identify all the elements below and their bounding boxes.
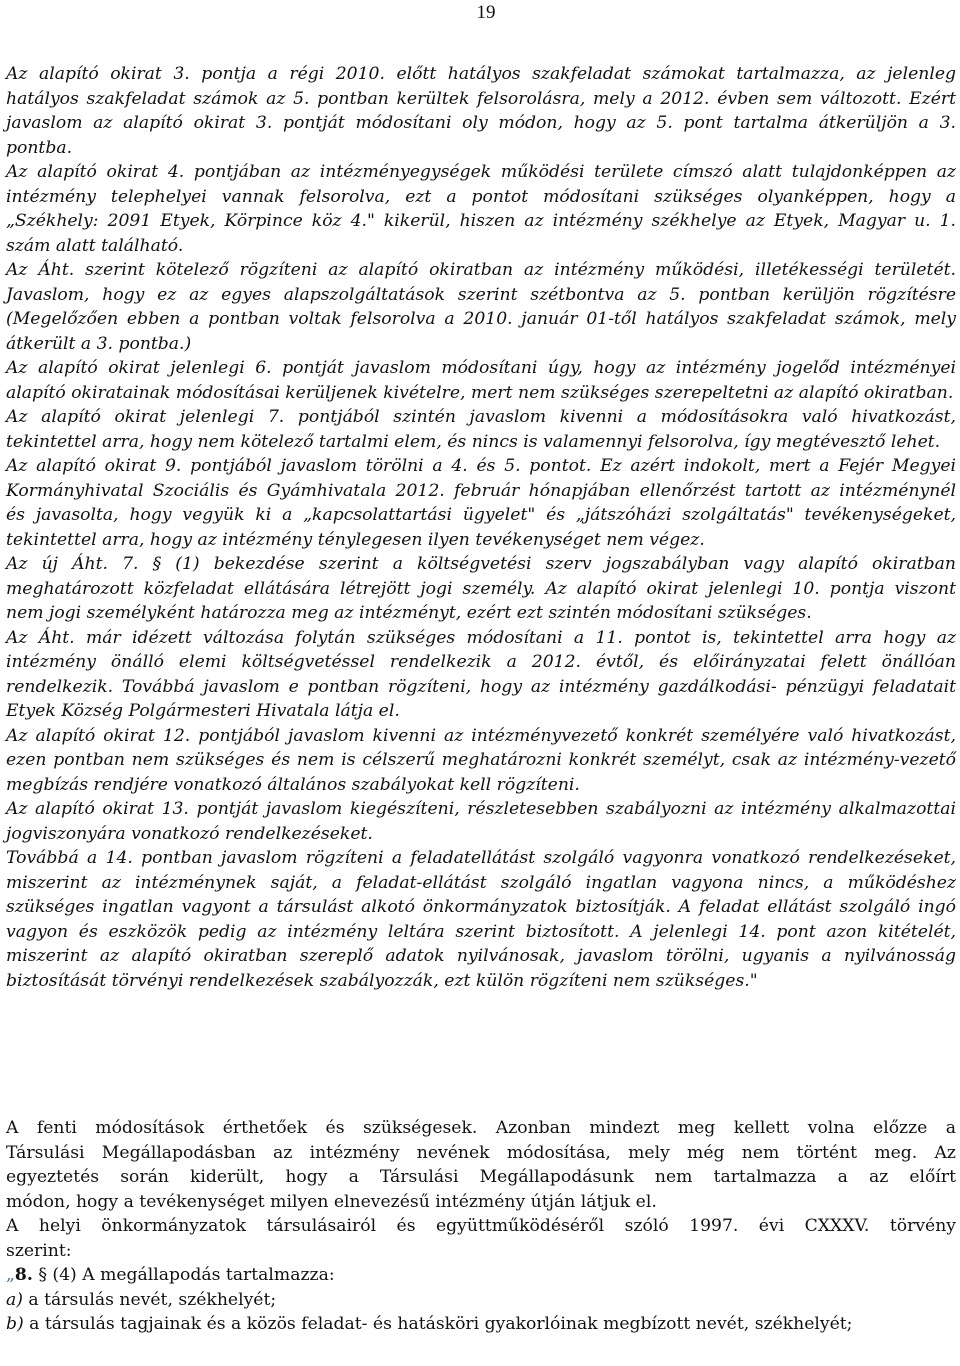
proposal-line: Az Áht. szerint kötelező rögzíteni az alapító okiratban az intézmény működési, illetékességi területét. [6, 260, 956, 280]
item-b-letter: b) [6, 1314, 24, 1334]
commentary-line: szerint: [6, 1240, 72, 1261]
proposal-paragraph [6, 552, 956, 626]
proposal-line: miszerint az alapító okiratban szereplő adatok nyilvánosak, javaslom törölni, ugyanis a nyilvánosság [6, 946, 956, 966]
item-a-text: a társulás nevét, székhelyét; [22, 1289, 277, 1310]
proposal-paragraph [6, 724, 956, 798]
proposal-line: alapító okiratainak módosításai kerüljenek kivételre, mert nem szükséges szerepeltetni az alapító okiratban. [6, 382, 954, 403]
proposal-line: intézmény telephelyei vannak felsorolva, ezt a pontot módosítani szükséges olyanképpen, hogy a [6, 186, 956, 207]
proposal-line: meghatározott közfeladat ellátására létrejött jogi személy. Az alapító okirat jelenlegi 10. pontja viszont [6, 578, 956, 599]
proposal-line: Az alapító okirat 3. pontja a régi 2010. előtt hatályos szakfeladat számokat tartalmazza, az jelenleg [6, 64, 956, 84]
proposal-line: (Megelőzően ebben a pontban voltak felsorolva a 2010. január 01-től hatályos szakfeladat számok, mely [6, 309, 956, 329]
proposal-line: tekintettel arra, hogy az intézmény ténylegesen ilyen tevékenységet nem végez. [6, 529, 705, 550]
section-number: 8. [14, 1265, 33, 1285]
page-number: 19 [476, 2, 496, 23]
open-quote-mark: „ [6, 1265, 15, 1285]
proposal-line: átkerült a 3. pontba.) [6, 333, 192, 354]
proposal-line: Az alapító okirat 13. pontját javaslom kiegészíteni, részletesebben szabályozni az intézmény alkalmazottai [6, 799, 956, 819]
commentary-paragraph [6, 1214, 956, 1263]
proposal-paragraph [6, 454, 956, 552]
proposal-line: javaslom az alapító okirat 3. pontját módosítani oly módon, hogy az 5. pont tartalma átkerüljön a 3. [6, 113, 956, 133]
commentary-line: egyeztetés során kiderült, hogy a Társulási Megállapodásunk nem tartalmazza a az előírt [6, 1167, 956, 1187]
proposal-paragraph [6, 258, 956, 356]
proposal-line: megbízás rendjére vonatkozó általános szabályokat kell rögzíteni. [6, 774, 580, 795]
commentary-line: módon, hogy a tevékenységet milyen elnevezésű intézmény útján látjuk el. [6, 1191, 657, 1212]
commentary-section [6, 1116, 956, 1337]
proposal-line: szám alatt található. [6, 235, 184, 256]
proposal-line: Etyek Község Polgármesteri Hivatala látja el. [6, 701, 400, 721]
proposal-line: vagyon és eszközök pedig az intézmény leltára szerint biztosított. A jelenlegi 14. pont azon kitételét, [6, 921, 956, 942]
proposal-line: „Székhely: 2091 Etyek, Körpince köz 4." kikerül, hiszen az intézmény székhelye az Etyek, Magyar u. 1. [6, 211, 956, 231]
item-a-letter: a) [6, 1289, 23, 1310]
proposal-line: Az alapító okirat 4. pontjában az intézményegységek működési területe címszó alatt tulajdonképpen az [6, 162, 956, 182]
proposal-line: hatályos szakfeladat számok az 5. pontban kerültek felsorolásra, mely a 2012. évben sem változott. Ezért [6, 88, 956, 109]
commentary-paragraph [6, 1116, 956, 1214]
proposal-line: Kormányhivatal Szociális és Gyámhivatala 2012. február hónapjában ellenőrzést tartott az intézménynél [6, 480, 956, 501]
proposal-paragraph [6, 405, 956, 454]
proposal-line: tekintettel arra, hogy nem kötelező tartalmi elem, és nincs is valamennyi felsorolva, így megtévesztő lehet. [6, 431, 941, 452]
proposal-paragraph [6, 62, 956, 160]
proposal-paragraph [6, 626, 956, 724]
quote-item-a [6, 1288, 956, 1313]
proposal-line: intézmény önálló elemi költségvetéssel rendelkezik a 2012. évtől, és előirányzatai felett önállóan [6, 652, 956, 672]
quote-item-b [6, 1312, 956, 1337]
proposal-line: pontba. [6, 137, 73, 158]
proposal-line: ezen pontban nem szükséges és nem is célszerű meghatározni konkrét személyt, csak az intézmény-vezető [6, 750, 956, 770]
proposal-paragraph [6, 356, 956, 405]
proposal-line: Az alapító okirat 9. pontjából javaslom törölni a 4. és 5. pontot. Ez azért indokolt, mert a Fejér Megyei [6, 456, 956, 476]
commentary-line: A fenti módosítások érthetőek és szükségesek. Azonban mindezt meg kellett volna előzze a [6, 1118, 956, 1138]
proposal-line: Az alapító okirat 12. pontjából javaslom kivenni az intézményvezető konkrét személyére való hivatkozást, [6, 725, 956, 746]
proposal-line: Az alapító okirat jelenlegi 7. pontjából szintén javaslom kivenni a módosításokra való hivatkozást, [6, 407, 956, 427]
proposal-paragraph [6, 797, 956, 846]
proposal-line: biztosítását törvényi rendelkezések szabályozzák, ezt külön rögzíteni nem szükséges." [6, 970, 758, 991]
commentary-line: A helyi önkormányzatok társulásairól és együttműködéséről szóló 1997. évi CXXXV. törvény [6, 1216, 956, 1236]
proposal-line: Az alapító okirat jelenlegi 6. pontját javaslom módosítani úgy, hogy az intézmény jogelőd intézményei [6, 358, 956, 378]
commentary-line: Társulási Megállapodásban az intézmény nevének módosítása, mely még nem történt meg. Az [6, 1142, 956, 1163]
item-b-text: a társulás tagjainak és a közös feladat- és hatásköri gyakorlóinak megbízott nevét, székhelyét; [23, 1314, 853, 1334]
proposal-paragraph [6, 160, 956, 258]
proposal-line: szükséges ingatlan vagyont a társulást alkotó önkormányzatok biztosítják. A feladat ellátást szolgáló ingó [6, 897, 956, 917]
section-text: § (4) A megállapodás tartalmazza: [32, 1265, 335, 1285]
proposal-italic-section [6, 62, 956, 993]
proposal-paragraph [6, 846, 956, 993]
proposal-line: jogviszonyára vonatkozó rendelkezéseket. [6, 823, 373, 844]
proposal-line: Továbbá a 14. pontban javaslom rögzíteni a feladatellátást szolgáló vagyonra vonatkozó rendelkezéseket, [6, 848, 956, 868]
quote-heading [6, 1263, 956, 1288]
proposal-line: Javaslom, hogy ez az egyes alapszolgáltatások szerint szétbontva az 5. pontban kerüljön rögzítésre [6, 284, 956, 305]
proposal-line: Az Áht. már idézett változása folytán szükséges módosítani a 11. pontot is, tekintettel arra hogy az [6, 627, 956, 648]
proposal-line: nem jogi személyként határozza meg az intézményt, ezért ezt szintén módosítani szükséges. [6, 603, 812, 623]
proposal-line: és javasolta, hogy vegyük ki a „kapcsolattartási ügyelet" és „játszóházi szolgáltatás" tevékenységeket, [6, 505, 956, 525]
proposal-line: Az új Áht. 7. § (1) bekezdése szerint a költségvetési szerv jogszabályban vagy alapító okiratban [6, 554, 956, 574]
proposal-line: miszerint az intézménynek saját, a feladat-ellátást szolgáló ingatlan vagyona nincs, a működéshez [6, 872, 956, 893]
proposal-line: rendelkezik. Továbbá javaslom e pontban rögzíteni, hogy az intézmény gazdálkodási- pénzügyi feladatait [6, 676, 956, 697]
